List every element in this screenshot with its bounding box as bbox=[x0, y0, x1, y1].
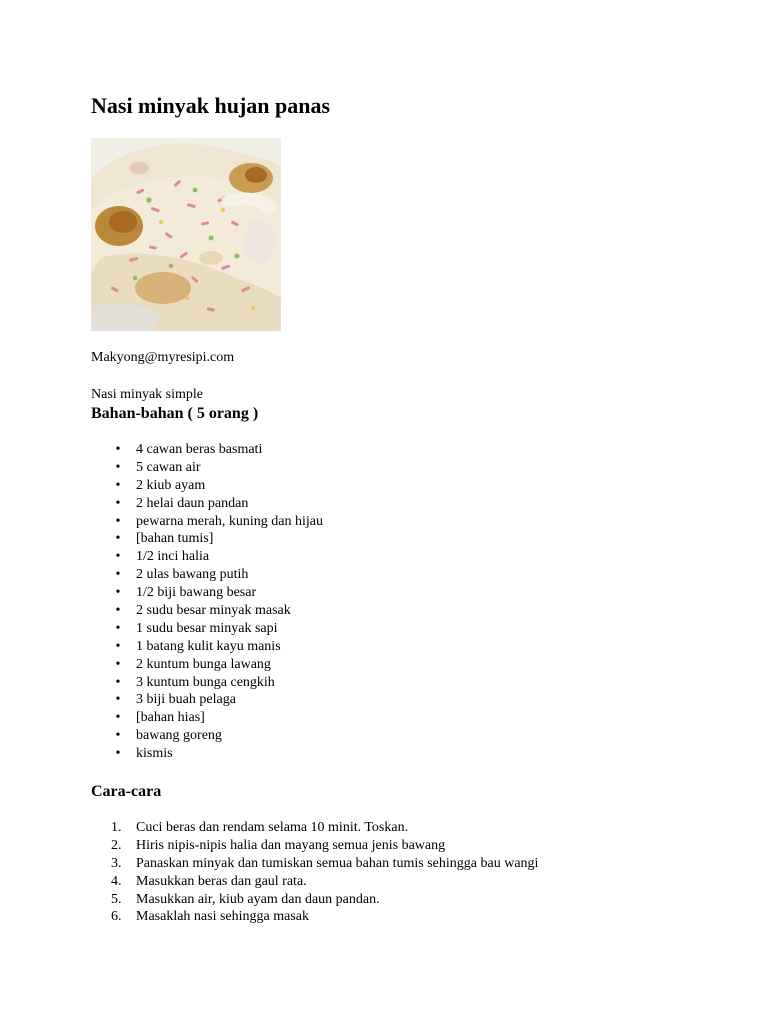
ingredient-text: 2 sudu besar minyak masak bbox=[136, 603, 291, 619]
ingredient-text: bawang goreng bbox=[136, 728, 222, 744]
step-number: 2. bbox=[111, 837, 122, 853]
recipe-intro: Nasi minyak simple bbox=[91, 387, 203, 402]
step-number: 1. bbox=[111, 820, 122, 835]
ingredient-text: 2 helai daun pandan bbox=[136, 495, 249, 511]
step-number: 5. bbox=[111, 891, 122, 907]
ingredient-text: 3 kuntum bunga cengkih bbox=[136, 674, 275, 690]
ingredient-text: 5 cawan air bbox=[136, 459, 201, 475]
step-text: Masukkan beras dan gaul rata. bbox=[136, 873, 307, 889]
bullet-icon: • bbox=[115, 567, 121, 583]
ingredient-text: 1 sudu besar minyak sapi bbox=[136, 620, 278, 636]
step-text: Panaskan minyak dan tumiskan semua bahan tumis sehingga bau wangi bbox=[136, 855, 539, 871]
bullet-icon: • bbox=[115, 585, 121, 601]
ingredient-text: 4 cawan beras basmati bbox=[136, 442, 263, 457]
ingredient-text: kismis bbox=[136, 746, 173, 762]
ingredient-text: 3 biji buah pelaga bbox=[136, 692, 236, 708]
bullet-icon: • bbox=[115, 692, 121, 708]
bullet-icon: • bbox=[115, 513, 121, 529]
recipe-photo bbox=[91, 138, 281, 331]
step-text: Masukkan air, kiub ayam dan daun pandan. bbox=[136, 891, 380, 907]
rice-dish-image bbox=[91, 138, 281, 331]
ingredient-text: 1 batang kulit kayu manis bbox=[136, 638, 281, 654]
bullet-icon: • bbox=[115, 638, 121, 654]
ingredient-text: 2 ulas bawang putih bbox=[136, 567, 249, 583]
bullet-icon: • bbox=[115, 603, 121, 619]
recipe-title: Nasi minyak hujan panas bbox=[91, 93, 331, 118]
ingredient-text: 2 kiub ayam bbox=[136, 477, 206, 493]
bullet-icon: • bbox=[115, 531, 121, 547]
ingredient-text: [bahan tumis] bbox=[136, 531, 214, 547]
bullet-icon: • bbox=[115, 477, 121, 493]
ingredient-text: 1/2 biji bawang besar bbox=[136, 585, 257, 601]
step-text: Hiris nipis-nipis halia dan mayang semua jenis bawang bbox=[136, 837, 446, 853]
bullet-icon: • bbox=[115, 710, 121, 726]
bullet-icon: • bbox=[115, 746, 121, 762]
method-heading: Cara-cara bbox=[91, 783, 162, 800]
bullet-icon: • bbox=[115, 656, 121, 672]
step-number: 4. bbox=[111, 873, 122, 889]
bullet-icon: • bbox=[115, 728, 121, 744]
bullet-icon: • bbox=[115, 620, 121, 636]
bullet-icon: • bbox=[115, 442, 121, 457]
ingredient-text: [bahan hias] bbox=[136, 710, 205, 726]
bullet-icon: • bbox=[115, 674, 121, 690]
step-number: 6. bbox=[111, 909, 122, 925]
step-number: 3. bbox=[111, 855, 122, 871]
bullet-icon: • bbox=[115, 495, 121, 511]
ingredient-text: 2 kuntum bunga lawang bbox=[136, 656, 271, 672]
step-text: Cuci beras dan rendam selama 10 minit. Toskan. bbox=[136, 820, 409, 835]
ingredient-text: 1/2 inci halia bbox=[136, 549, 210, 565]
author-email: Makyong@myresipi.com bbox=[91, 350, 235, 365]
ingredient-text: pewarna merah, kuning dan hijau bbox=[136, 513, 323, 529]
step-text: Masaklah nasi sehingga masak bbox=[136, 909, 310, 925]
bullet-icon: • bbox=[115, 459, 121, 475]
ingredients-heading: Bahan-bahan ( 5 orang ) bbox=[91, 405, 259, 422]
bullet-icon: • bbox=[115, 549, 121, 565]
